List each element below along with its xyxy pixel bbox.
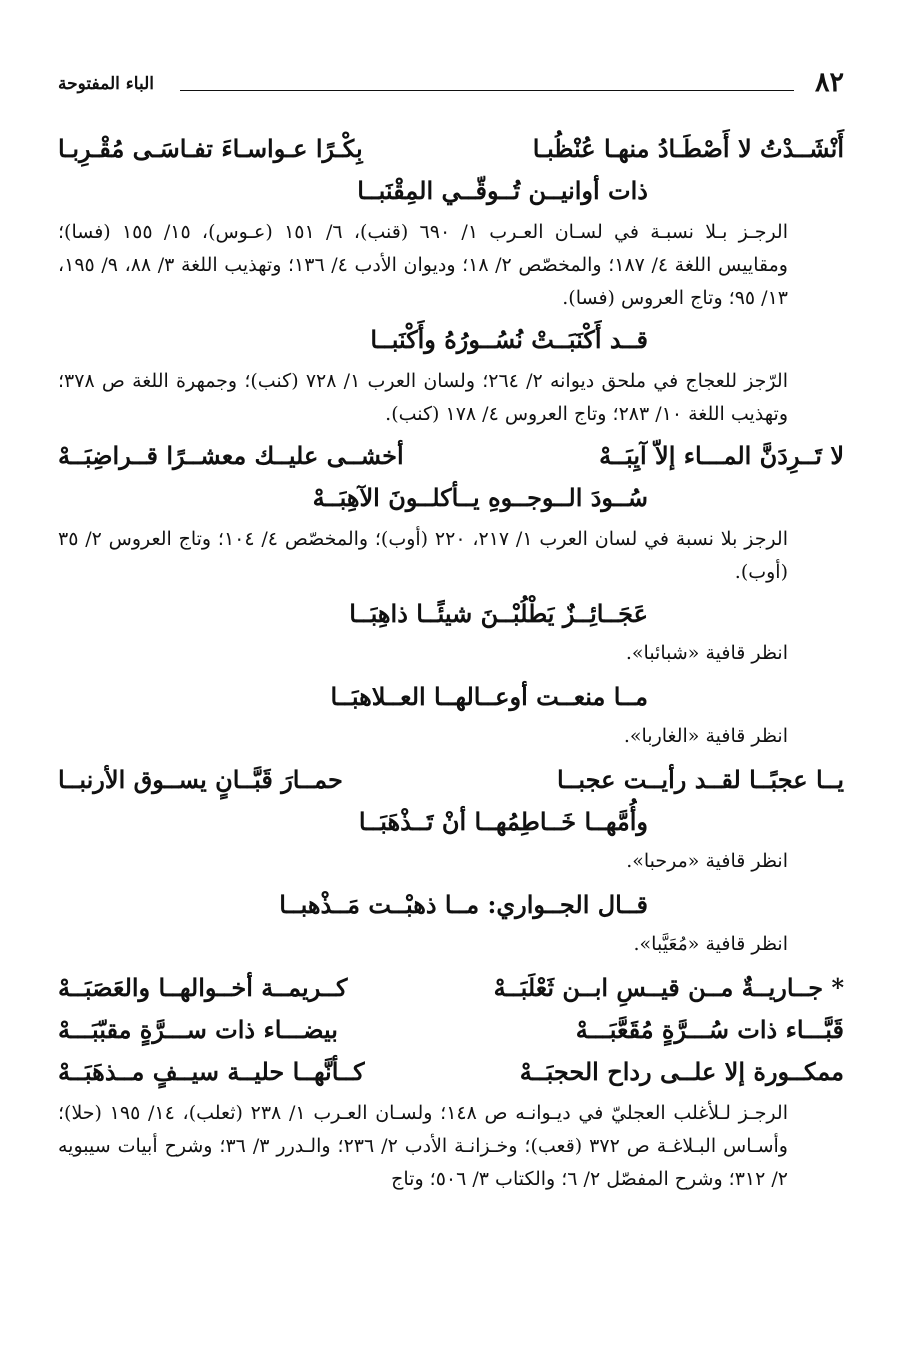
verse-hemistich: مــا منعــت أوعــالهــا العــلاهبَــا — [330, 682, 648, 711]
citation-note: الرجز بلا نسبة في لسان العرب ١/ ٢١٧، ٢٢٠ (أوب)؛ والمخصّص ٤/ ١٠٤؛ وتاج العروس ٢/ ٣٥ (أوب). — [58, 528, 788, 583]
verse-hemistich-left: أخشــى عليــك معشــرًا قــراضِبَــهْ — [58, 441, 404, 470]
verse-line — [58, 759, 844, 801]
page-number: ٨٢ — [814, 67, 844, 98]
cross-reference: انظر قافية «شبائبا». — [625, 642, 788, 664]
verse-hemistich-right: يــا عجبًــا لقــد رأيــت عجبــا — [556, 765, 844, 794]
verse-hemistich-right: ممكــورة إلا علــى رداح الحجبَــهْ — [519, 1057, 844, 1086]
verse-hemistich-left: بِكْـرًا عـواسـاءَ تفـاسَـى مُقْـرِبـا — [58, 134, 363, 163]
verse-line — [58, 128, 844, 170]
page-header — [58, 66, 844, 110]
verse-line — [58, 801, 844, 843]
verse-hemistich: سُــودَ الــوجــوهِ يــأكلــونَ الآهِبَــهْ — [312, 483, 648, 512]
verse-hemistich: ذات أوانيــن تُــوقّــي المِقْنَبــا — [357, 176, 648, 205]
cross-reference: انظر قافية «الغاربا». — [623, 725, 788, 747]
verse-hemistich-left: كــأنَّهــا حليــة سيــفٍ مــذهَبَــهْ — [58, 1057, 365, 1086]
verse-hemistich-right: لا تَــرِدَنَّ المـــاء إلاّ آيِبَــهْ — [599, 441, 844, 470]
running-title: الباء المفتوحة — [58, 74, 154, 94]
cross-reference: انظر قافية «مرحبا». — [626, 850, 788, 872]
verse-line — [58, 967, 844, 1009]
citation-note: الرجـز بـلا نسبـة في لسـان العـرب ١/ ٦٩٠ (قنب)، ٦/ ١٥١ (عـوس)، ١٥/ ١٥٥ (فسا)؛ ومقاييس اللغة ٤/ ١٨٧؛ والمخصّص ٢/ ١٨؛ وديوان الأدب ٤/ ١٣٦؛ وتهذيب اللغة ٣/ ٨٨، ٩/ ١٩٥، ١٣/ ٩٥؛ وتاج العروس (فسا). — [58, 221, 788, 309]
verse-line — [58, 593, 844, 635]
verse-hemistich-right: أَنْشَــدْتُ لا أَصْطَـادُ منهـا عُنْظُبـا — [532, 134, 844, 163]
header-rule — [180, 90, 794, 91]
verse-line — [58, 884, 844, 926]
verse-line — [58, 1009, 844, 1051]
verse-hemistich-left: حمــارَ قَبَّــانٍ يســوق الأرنبــا — [58, 765, 343, 794]
verse-line — [58, 676, 844, 718]
page-content — [58, 128, 844, 1200]
verse-hemistich: قــال الجــواري: مــا ذهبْــت مَــذْهبــا — [279, 890, 648, 919]
cross-reference: انظر قافية «مُعَيَّبا». — [633, 933, 788, 955]
verse-hemistich-left: كــريمــة أخــوالهــا والعَصَبَــهْ — [58, 973, 348, 1002]
verse-hemistich: عَجَــائِــزٌ يَطْلُبْــنَ شيئًــا ذاهِبَــا — [349, 599, 648, 628]
verse-line — [58, 1051, 844, 1093]
verse-hemistich-right: قَبَّـــاء ذات سُـــرَّةٍ مُقَعَّبَـــهْ — [575, 1015, 844, 1044]
verse-line — [58, 319, 844, 361]
verse-hemistich-left: بيضـــاء ذات ســـرَّةٍ مقبّبَـــهْ — [58, 1015, 338, 1044]
citation-note: الرّجز للعجاج في ملحق ديوانه ٢/ ٢٦٤؛ ولسان العرب ١/ ٧٢٨ (كنب)؛ وجمهرة اللغة ص ٣٧٨؛ وتهذيب اللغة ١٠/ ٢٨٣؛ وتاج العروس ٤/ ١٧٨ (كنب). — [58, 370, 788, 425]
verse-hemistich: قــد أَكْنَبَــتْ نُسُــورُهُ وأَكْنَبــا — [370, 325, 648, 354]
verse-line — [58, 477, 844, 519]
verse-hemistich: وأُمَّهــا خَــاطِمُهــا أنْ تَــذْهَبَــا — [358, 807, 648, 836]
verse-line — [58, 170, 844, 212]
verse-line — [58, 435, 844, 477]
verse-hemistich-right: * جــاريــةٌ مــن قيــسِ ابــن ثَعْلَبَــهْ — [493, 973, 844, 1002]
citation-note: الرجـز لـلأغلب العجليّ في ديـوانـه ص ١٤٨؛ ولسـان العـرب ١/ ٢٣٨ (ثعلب)، ١٤/ ١٩٥ (حلا)؛ وأسـاس البـلاغـة ص ٣٧٢ (قعب)؛ وخـزانـة الأدب ٢/ ٢٣٦؛ والـدرر ٣/ ٣٦؛ وشرح أبيات سيبويه ٢/ ٣١٢؛ وشرح المفصّل ٢/ ٦؛ والكتاب ٣/ ٥٠٦؛ وتاج — [58, 1102, 788, 1190]
